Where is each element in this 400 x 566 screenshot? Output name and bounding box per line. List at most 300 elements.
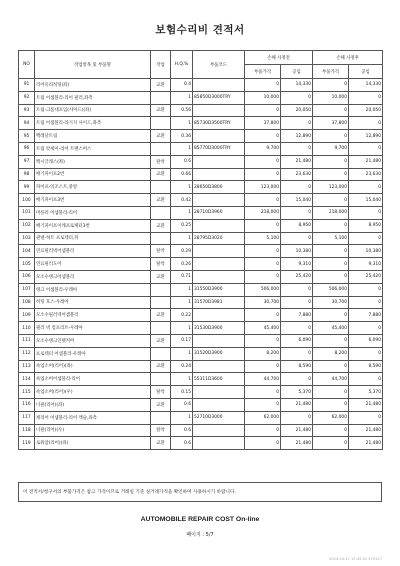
header-after-labor: 공임 (349, 65, 383, 79)
cell-code (193, 424, 245, 437)
cell-before-part-price: 0 (245, 360, 281, 373)
table-row (19, 142, 383, 155)
cell-code: 85770D3000TRY (193, 142, 245, 155)
cell-item: 백레날트림 (35, 130, 151, 143)
cell-no: 101 (19, 206, 35, 219)
cell-code: 52710D3000 (193, 411, 245, 424)
cell-before-part-price: 45,400 (245, 322, 281, 335)
cell-work: 교환 (151, 79, 171, 92)
cell-work (151, 373, 171, 386)
cell-item: 히팅 호스-우레아 (35, 296, 151, 309)
cell-before-labor: 25,420 (281, 270, 313, 283)
cell-after-labor: 0 (349, 283, 383, 296)
cell-hq: 0.29 (171, 245, 193, 258)
cell-hq: 1 (171, 181, 193, 194)
cell-item: 모소수탱크인렛커버 (35, 334, 151, 347)
cell-work (151, 283, 171, 296)
cell-item: 로워암(리어)(좌) (35, 437, 151, 450)
table-row (19, 219, 383, 232)
cell-after-labor: 0 (349, 347, 383, 360)
cell-no: 118 (19, 424, 35, 437)
cell-before-labor: 0 (281, 322, 313, 335)
cell-hq: 0.25 (171, 219, 193, 232)
cell-before-labor: 0 (281, 411, 313, 424)
cell-before-labor: 21,480 (281, 424, 313, 437)
notice-text: 이 견적서/청구서의 부품가격은 참고 가격이므로 거래일 기준 실거래가격을 확인하여 사용하시기 바랍니다. (18, 482, 382, 502)
cell-item: 쇽업소버어셈블리-리어 (35, 373, 151, 386)
cell-after-part-price: 0 (313, 219, 349, 232)
cell-hq: 0.4 (171, 79, 193, 92)
table-row (19, 270, 383, 283)
cell-before-part-price: 0 (245, 194, 281, 207)
cell-before-labor: 5,370 (281, 386, 313, 399)
cell-after-part-price: 62,000 (313, 411, 349, 424)
cell-no: 108 (19, 296, 35, 309)
header-code: 부품코드 (193, 51, 245, 79)
header-before-part-price: 부품가격 (245, 65, 281, 79)
cell-before-labor: 6,090 (281, 334, 313, 347)
table-row (19, 104, 383, 117)
table-row (19, 322, 383, 335)
cell-code (193, 360, 245, 373)
cell-before-part-price: 8,200 (245, 347, 281, 360)
cell-work: 교환 (151, 334, 171, 347)
cell-after-part-price: 0 (313, 437, 349, 450)
cell-hq: 1 (171, 206, 193, 219)
cell-no: 107 (19, 283, 35, 296)
cell-after-part-price: 10,000 (313, 91, 349, 104)
cell-work: 교환 (151, 194, 171, 207)
cell-before-part-price: 0 (245, 245, 281, 258)
cell-before-labor: 0 (281, 347, 313, 360)
table-row (19, 424, 383, 437)
cell-hq: 0.42 (171, 194, 193, 207)
cell-no: 97 (19, 155, 35, 168)
cell-before-part-price: 0 (245, 398, 281, 411)
cell-after-labor: 21,480 (349, 398, 383, 411)
cell-work (151, 117, 171, 130)
cell-before-part-price: 0 (245, 309, 281, 322)
table-row (19, 117, 383, 130)
cell-code: 31570D3981 (193, 296, 245, 309)
cell-after-part-price: 0 (313, 386, 349, 399)
cell-after-labor: 0 (349, 142, 383, 155)
cell-after-part-price: 0 (313, 258, 349, 271)
header-after: 손해 사정후 (313, 51, 383, 65)
cell-after-labor: 0 (349, 411, 383, 424)
cell-after-part-price: 0 (313, 245, 349, 258)
cell-after-part-price: 9,700 (313, 142, 349, 155)
cell-item: 머플러 어셈블리-리어 (35, 206, 151, 219)
cell-item: 리어유리히팅(좌) (35, 79, 151, 92)
cell-code (193, 155, 245, 168)
cell-code: 28710D3960 (193, 206, 245, 219)
cell-after-part-price: 0 (313, 360, 349, 373)
cell-work (151, 296, 171, 309)
cell-after-labor: 0 (349, 373, 383, 386)
cell-before-part-price: 0 (245, 437, 281, 450)
cell-work: 교환 (151, 104, 171, 117)
cell-item: 배기파이프2번 (35, 168, 151, 181)
cell-item: 탱크 어셈블리-우레아 (35, 283, 151, 296)
table-row (19, 194, 383, 207)
cell-no: 110 (19, 322, 35, 335)
cell-item: 배기파이프3번 (35, 194, 151, 207)
cell-code: 28795D3020 (193, 232, 245, 245)
cell-no: 111 (19, 334, 35, 347)
cell-after-labor: 12,890 (349, 130, 383, 143)
cell-item: 프로텍터 어셈블리-우레아 (35, 347, 151, 360)
cell-item: 필러 넥 컴프리트-우레아 (35, 322, 151, 335)
cell-item: 모소수필러넥어셈블리 (35, 309, 151, 322)
cell-code: 31550D3900 (193, 283, 245, 296)
cell-code (193, 245, 245, 258)
cell-after-labor: 9,310 (349, 258, 383, 271)
cell-before-part-price: 10,000 (245, 91, 281, 104)
cell-after-part-price: 0 (313, 194, 349, 207)
cell-no: 102 (19, 219, 35, 232)
cell-before-part-price: 44,700 (245, 373, 281, 386)
cell-after-part-price: 0 (313, 309, 349, 322)
cell-item: 관넬-히트 프로텍터,뒤 (35, 232, 151, 245)
table-row (19, 347, 383, 360)
cell-hq: 1 (171, 373, 193, 386)
cell-hq: 0.15 (171, 386, 193, 399)
cell-hq: 0.6 (171, 437, 193, 450)
table-row (19, 309, 383, 322)
header-before: 손해 사정전 (245, 51, 313, 65)
cell-hq: 0.26 (171, 258, 193, 271)
cell-before-labor: 8,950 (281, 219, 313, 232)
cell-after-labor: 8,950 (349, 219, 383, 232)
cell-before-part-price: 37,800 (245, 117, 281, 130)
cell-work: 교환 (151, 398, 171, 411)
cell-after-labor: 5,370 (349, 386, 383, 399)
table-row (19, 168, 383, 181)
cell-no: 94 (19, 117, 35, 130)
cell-before-labor: 0 (281, 181, 313, 194)
cell-code: 85850D3000TRY (193, 91, 245, 104)
document-title: 보험수리비 견적서 (155, 24, 245, 36)
cell-after-labor: 0 (349, 181, 383, 194)
cell-after-labor: 7,880 (349, 309, 383, 322)
cell-work: 탈착 (151, 424, 171, 437)
cell-before-labor: 0 (281, 117, 313, 130)
cell-before-labor: 0 (281, 373, 313, 386)
cell-before-part-price: 0 (245, 258, 281, 271)
cell-hq: 1 (171, 322, 193, 335)
cell-code (193, 219, 245, 232)
cell-before-labor: 0 (281, 142, 313, 155)
header-after-part-price: 부품가격 (313, 65, 349, 79)
cell-after-labor: 10,380 (349, 245, 383, 258)
cell-after-part-price: 0 (313, 104, 349, 117)
cell-code: 55311D3600 (193, 373, 245, 386)
cell-hq: 1 (171, 117, 193, 130)
cell-code (193, 130, 245, 143)
estimate-table (18, 50, 383, 450)
cell-no: 119 (19, 437, 35, 450)
print-stamp: 2024-04-11 15:45:02 570127 (328, 557, 382, 561)
cell-before-labor: 9,310 (281, 258, 313, 271)
cell-after-labor: 0 (349, 322, 383, 335)
cell-code (193, 79, 245, 92)
cell-before-labor: 20,050 (281, 104, 313, 117)
cell-work: 교환 (151, 130, 171, 143)
cell-item: 너클(리어)(좌) (35, 398, 151, 411)
cell-no: 99 (19, 181, 35, 194)
cell-code (193, 309, 245, 322)
cell-before-part-price: 0 (245, 219, 281, 232)
cell-no: 112 (19, 347, 35, 360)
cell-code (193, 194, 245, 207)
cell-after-labor: 21,480 (349, 155, 383, 168)
cell-before-part-price: 0 (245, 130, 281, 143)
cell-item: 트림 앗세이-리어 트랜스버스 (35, 142, 151, 155)
cell-code: 31530D3900 (193, 322, 245, 335)
cell-work: 교환 (151, 168, 171, 181)
cell-before-labor: 14,330 (281, 79, 313, 92)
cell-before-labor: 10,380 (281, 245, 313, 258)
cell-code (193, 398, 245, 411)
cell-after-part-price: 218,000 (313, 206, 349, 219)
cell-hq: 0.24 (171, 360, 193, 373)
header-work: 작업 (151, 51, 171, 79)
cell-code (193, 270, 245, 283)
cell-no: 116 (19, 398, 35, 411)
cell-after-labor: 8,590 (349, 360, 383, 373)
cell-after-labor: 25,420 (349, 270, 383, 283)
cell-after-part-price: 0 (313, 270, 349, 283)
cell-after-part-price: 0 (313, 424, 349, 437)
cell-work (151, 142, 171, 155)
cell-before-labor: 21,480 (281, 398, 313, 411)
cell-hq: 1 (171, 91, 193, 104)
cell-after-labor: 0 (349, 206, 383, 219)
cell-no: 114 (19, 373, 35, 386)
cell-item: 쇽업소버(리어)(좌) (35, 360, 151, 373)
table-row (19, 360, 383, 373)
page-number: 페이지 : 5/7 (186, 532, 214, 538)
cell-after-labor: 23,630 (349, 168, 383, 181)
table-row (19, 130, 383, 143)
cell-no: 92 (19, 91, 35, 104)
cell-hq: 1 (171, 296, 193, 309)
table-row (19, 334, 383, 347)
cell-before-part-price: 0 (245, 168, 281, 181)
cell-no: 117 (19, 411, 35, 424)
cell-before-labor: 21,480 (281, 437, 313, 450)
cell-hq: 0.36 (171, 130, 193, 143)
cell-after-labor: 21,480 (349, 437, 383, 450)
table-row (19, 155, 383, 168)
cell-code: 31520D3900 (193, 347, 245, 360)
footer-title: AUTOMOBILE REPAIR COST On-line (140, 516, 260, 523)
cell-after-part-price: 0 (313, 398, 349, 411)
cell-code (193, 168, 245, 181)
cell-hq: 0.17 (171, 334, 193, 347)
cell-after-part-price: 44,700 (313, 373, 349, 386)
cell-item: 배기파이프이캐프로케터3번 (35, 219, 151, 232)
table-row (19, 245, 383, 258)
cell-before-part-price: 0 (245, 334, 281, 347)
cell-before-part-price: 218,000 (245, 206, 281, 219)
cell-no: 115 (19, 386, 35, 399)
cell-before-part-price: 5,100 (245, 232, 281, 245)
cell-item: 쇽업소버(리어)(우) (35, 386, 151, 399)
cell-code (193, 437, 245, 450)
cell-item: 트림 어셈블리-리어 필러,좌측 (35, 91, 151, 104)
cell-work (151, 91, 171, 104)
table-row (19, 373, 383, 386)
cell-before-labor: 15,040 (281, 194, 313, 207)
cell-item: 캐리어 어셈블리-리어 액슬,좌측 (35, 411, 151, 424)
cell-no: 109 (19, 309, 35, 322)
cell-work (151, 411, 171, 424)
cell-hq: 0.6 (171, 398, 193, 411)
cell-before-labor: 0 (281, 296, 313, 309)
cell-work: 교환 (151, 219, 171, 232)
cell-work: 교환 (151, 437, 171, 450)
cell-no: 103 (19, 232, 35, 245)
cell-before-labor: 0 (281, 283, 313, 296)
cell-after-labor: 20,050 (349, 104, 383, 117)
cell-after-part-price: 30,700 (313, 296, 349, 309)
cell-before-part-price: 0 (245, 104, 281, 117)
cell-after-part-price: 5,100 (313, 232, 349, 245)
cell-hq: 0.56 (171, 104, 193, 117)
cell-code (193, 386, 245, 399)
cell-hq: 1 (171, 347, 193, 360)
cell-after-labor: 0 (349, 296, 383, 309)
cell-before-labor: 0 (281, 232, 313, 245)
cell-after-part-price: 45,400 (313, 322, 349, 335)
cell-after-part-price: 0 (313, 168, 349, 181)
cell-after-labor: 21,480 (349, 424, 383, 437)
table-row (19, 206, 383, 219)
cell-item: 모소수탱크어셈블리 (35, 270, 151, 283)
header-no: NO (19, 51, 35, 79)
header-hq: H,Q,% (171, 51, 193, 79)
cell-work: 탈착 (151, 258, 171, 271)
cell-before-labor: 8,590 (281, 360, 313, 373)
table-row (19, 91, 383, 104)
cell-no: 106 (19, 270, 35, 283)
cell-before-labor: 12,890 (281, 130, 313, 143)
cell-work: 탈착 (151, 386, 171, 399)
cell-work: 교환 (151, 270, 171, 283)
cell-before-labor: 0 (281, 91, 313, 104)
table-row (19, 232, 383, 245)
table-row (19, 437, 383, 450)
cell-before-part-price: 30,700 (245, 296, 281, 309)
cell-before-part-price: 9,700 (245, 142, 281, 155)
cell-item: 연료필러넥어셈블리 (35, 245, 151, 258)
cell-item: 파이프-익조스트,중앙 (35, 181, 151, 194)
cell-after-part-price: 37,800 (313, 117, 349, 130)
cell-after-part-price: 8,200 (313, 347, 349, 360)
cell-after-labor: 6,090 (349, 334, 383, 347)
cell-hq: 1 (171, 283, 193, 296)
cell-no: 96 (19, 142, 35, 155)
cell-before-labor: 23,630 (281, 168, 313, 181)
cell-after-part-price: 0 (313, 155, 349, 168)
table-row (19, 181, 383, 194)
cell-before-part-price: 506,000 (245, 283, 281, 296)
cell-before-part-price: 62,000 (245, 411, 281, 424)
cell-no: 105 (19, 258, 35, 271)
cell-before-part-price: 0 (245, 270, 281, 283)
table-row (19, 398, 383, 411)
cell-work: 탈착 (151, 155, 171, 168)
cell-before-part-price: 0 (245, 386, 281, 399)
cell-code (193, 258, 245, 271)
cell-hq: 0.66 (171, 168, 193, 181)
cell-work: 탈착 (151, 245, 171, 258)
table-row (19, 411, 383, 424)
header-before-labor: 공임 (281, 65, 313, 79)
table-row (19, 258, 383, 271)
cell-item: 트림 어셈블리-라기지 사이드,좌측 (35, 117, 151, 130)
cell-work (151, 322, 171, 335)
cell-before-part-price: 0 (245, 424, 281, 437)
cell-no: 104 (19, 245, 35, 258)
cell-no: 93 (19, 104, 35, 117)
header-item: 작업항목 및 부품명 (35, 51, 151, 79)
cell-code (193, 334, 245, 347)
cell-work: 교환 (151, 309, 171, 322)
cell-hq: 0.6 (171, 424, 193, 437)
table-row (19, 283, 383, 296)
cell-before-labor: 21,480 (281, 155, 313, 168)
cell-work: 교환 (151, 360, 171, 373)
cell-after-labor: 14,330 (349, 79, 383, 92)
cell-item: 너클(리어)(우) (35, 424, 151, 437)
cell-no: 95 (19, 130, 35, 143)
cell-after-part-price: 0 (313, 79, 349, 92)
cell-before-labor: 7,880 (281, 309, 313, 322)
cell-no: 100 (19, 194, 35, 207)
cell-work (151, 232, 171, 245)
cell-after-part-price: 123,000 (313, 181, 349, 194)
cell-code: 28650D3800 (193, 181, 245, 194)
cell-item: 백시글래스(좌) (35, 155, 151, 168)
cell-no: 91 (19, 79, 35, 92)
cell-no: 98 (19, 168, 35, 181)
cell-hq: 0.71 (171, 270, 193, 283)
cell-work (151, 347, 171, 360)
cell-after-labor: 15,040 (349, 194, 383, 207)
cell-after-labor: 0 (349, 117, 383, 130)
cell-after-labor: 0 (349, 232, 383, 245)
cell-hq: 1 (171, 411, 193, 424)
cell-after-labor: 0 (349, 91, 383, 104)
cell-before-labor: 0 (281, 206, 313, 219)
cell-after-part-price: 0 (313, 334, 349, 347)
table-row (19, 386, 383, 399)
cell-hq: 0.6 (171, 155, 193, 168)
cell-item: 트림-크롬대프임(사이드)(좌) (35, 104, 151, 117)
cell-before-part-price: 0 (245, 155, 281, 168)
cell-hq: 1 (171, 142, 193, 155)
cell-code (193, 104, 245, 117)
cell-hq: 1 (171, 232, 193, 245)
cell-hq: 0.22 (171, 309, 193, 322)
cell-after-part-price: 0 (313, 130, 349, 143)
cell-work (151, 181, 171, 194)
cell-item: 연료필러도어 (35, 258, 151, 271)
table-row (19, 296, 383, 309)
